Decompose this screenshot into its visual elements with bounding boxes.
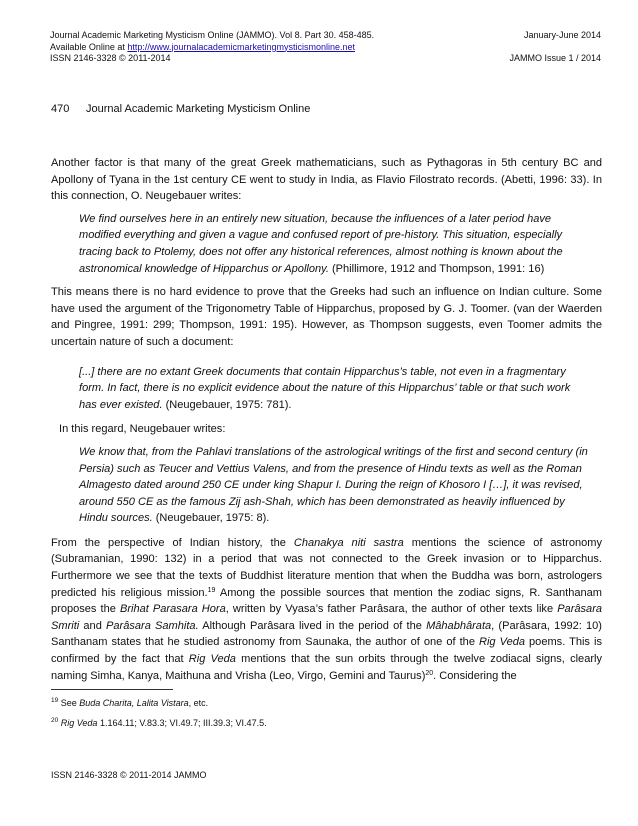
block-quote [79,211,590,277]
block-quote [79,364,590,414]
footnote-italic: Rig Veda [60,718,98,728]
footnote-number: 19 [51,697,59,704]
text-run: poems. This is confirmed by the fact that [51,636,602,666]
journal-header [50,30,601,65]
journal-citation: Journal Academic Marketing Mysticism Online (JAMMO). Vol 8. Part 30. 458-485. [50,30,375,40]
italic-title: Rig Veda [188,653,236,666]
italic-title: Mâhabhârata [426,619,492,632]
text-run: . Considering the [433,669,517,682]
journal-website-link[interactable]: http://www.journalacademicmarketingmysticismonline.net [127,41,355,52]
italic-title: Rig Veda [479,636,525,649]
block-quote [79,444,590,527]
italic-title: Parâsara Smriti [51,603,603,632]
paragraph: In this regard, Neugebauer writes: [59,423,226,436]
text-run: Among the possible sources that mention the zodiac signs, R. Santhanam proposes the [51,586,602,616]
paragraph [51,535,602,684]
text-run: , (Parâsara, 1992: 10) Santhanam states that he studied astronomy from Saunaka, the author of one of the [51,619,602,649]
italic-title: Parâsara Samhita. [106,619,199,632]
footnote-text: 1.164.11; V.83.3; VI.49.7; III.39.3; VI.47.5. [97,718,267,728]
issue-date: January-June 2014 [523,30,601,40]
issue-number: JAMMO Issue 1 / 2014 [509,53,601,63]
available-online-label: Available Online at [50,41,128,52]
quote-citation: (Neugebauer, 1975: 8). [152,512,270,525]
quote-text: We find ourselves here in an entirely new situation, because the influences of a later period have modified everything and given a vague and confused report of pre-history. This situation, especially tracing back to Ptolemy, does not offer any historical references, almost nothing is known about the astronomical knowledge of Hipparchus or Apollony. [79,212,563,275]
text-run: From the perspective of Indian history, the [51,536,294,549]
footnote [51,713,602,733]
text-run: , written by Vyasa’s father Parâsara, the author of other texts like [225,603,558,616]
footnote-divider [51,689,173,690]
footnote-number: 20 [51,717,59,724]
page-number: 470 [51,103,70,115]
footnote-italic: Buda Charita, Lalita Vistara [79,698,189,708]
footnote-ref[interactable]: 19 [207,586,216,594]
text-run: Although Parâsara lived in the period of the [198,619,427,632]
article-body [51,155,602,684]
text-run: mentions the science of astronomy (Subramanian, 1990: 132) in a period that was not connected to the Greek invasion or to Hipparchus. Furthermore we see that the texts of Buddhist literature mention that when the Buddha was born, astrologers predicted his religious mission. [51,536,602,599]
running-head-title: Journal Academic Marketing Mysticism Online [86,103,311,115]
italic-title: Chanakya niti sastra [293,536,404,549]
footnote-text: , etc. [188,698,209,708]
italic-title: Brihat Parasara Hora [119,603,226,616]
quote-text: [...] there are no extant Greek documents that contain Hipparchus’s table, not even in a fragmentary form. In fact, there is no explicit evidence about the nature of this Hipparchus’ table or that such work has ever existed. [79,365,571,411]
quote-citation: (Phillimore, 1912 and Thompson, 1991: 16) [328,262,545,275]
quote-citation: (Neugebauer, 1975: 781). [162,398,292,411]
quote-text: We know that, from the Pahlavi translations of the astrological writings of the first and second century (in Persia) such as Teucer and Vettius Valens, and from the presence of Hindu texts as well as the Roman Almagesto dated around 250 CE under king Shapur I. During the reign of Khosoro I […], it was revised, around 550 CE as the famous Zij ash-Shah, which has been demonstrated as heavily influenced by Hindu sources. [79,445,588,525]
paragraph: This means there is no hard evidence to prove that the Greeks had such an influence on Indian culture. Some have used the argument of the Trigonometry Table of Hipparchus, proposed by G. J. Toomer. (van der Waerden and Pingree, 1991: 299; Thompson, 1991: 195). However, as Thompson suggests, even Toomer admits the uncertain nature of such a document: [51,286,602,348]
paragraph: Another factor is that many of the great Greek mathematicians, such as Pythagoras in 5th century BC and Apollony of Tyana in the 1st century CE went to study in India, as Flavio Filostrato records. (Abetti, 1996: 33). In this connection, O. Neugebauer writes: [51,157,602,203]
footnote-ref[interactable]: 20 [425,669,434,677]
footnote-text: See [60,698,80,708]
text-run: and [79,619,107,632]
header-issn: ISSN 2146-3328 © 2011-2014 [50,53,171,63]
running-head [51,103,310,115]
text-run: mentions that the sun orbits through the twelve zodiacal signs, clearly naming Simha, Kanya, Maithuna and Vrisha (Leo, Virgo, Gemini and Taurus) [51,653,603,682]
footnotes [51,693,602,733]
page-footer: ISSN 2146-3328 © 2011-2014 JAMMO [51,770,207,780]
footnote [51,693,602,713]
